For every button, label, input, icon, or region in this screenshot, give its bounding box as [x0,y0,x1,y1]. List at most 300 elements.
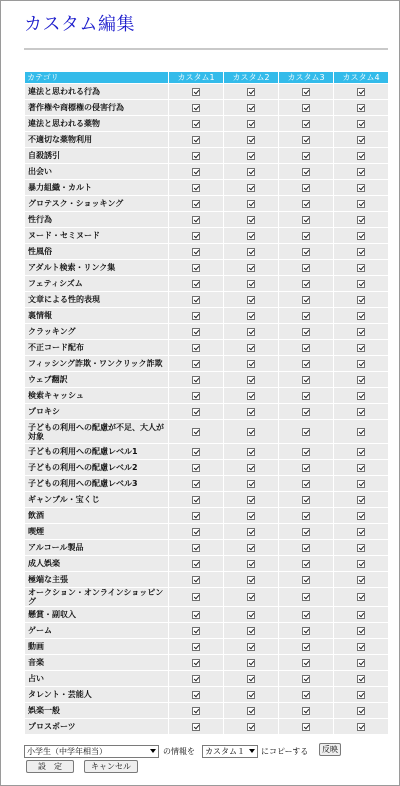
checkbox-cell [279,588,333,606]
custom4-checkbox[interactable] [357,643,365,651]
custom1-checkbox[interactable] [192,576,200,584]
checkbox-cell [224,719,278,734]
custom2-checkbox[interactable] [247,707,255,715]
category-label: 検索キャッシュ [25,388,168,403]
checkbox-cell [224,116,278,131]
checkbox-cell [279,324,333,339]
custom3-checkbox[interactable] [302,152,310,160]
column-header-custom1: カスタム1 [169,72,223,83]
category-label: オークション・オンラインショッピング [25,588,168,606]
custom3-checkbox[interactable] [302,528,310,536]
custom3-checkbox[interactable] [302,691,310,699]
custom2-checkbox[interactable] [247,200,255,208]
custom1-checkbox[interactable] [192,264,200,272]
checkbox-cell [224,540,278,555]
custom2-checkbox[interactable] [247,248,255,256]
custom3-checkbox[interactable] [302,136,310,144]
custom3-checkbox[interactable] [302,707,310,715]
table-row [25,372,388,387]
table-row [25,655,388,670]
checkbox-cell [224,556,278,571]
custom4-checkbox[interactable] [357,248,365,256]
copy-text-end: にコピーする [261,747,309,756]
checkbox-cell [169,100,223,115]
checkbox-cell [279,340,333,355]
custom1-checkbox[interactable] [192,544,200,552]
custom2-checkbox[interactable] [247,360,255,368]
table-row [25,228,388,243]
checkbox-cell [334,260,388,275]
custom1-checkbox[interactable] [192,707,200,715]
custom1-checkbox[interactable] [192,280,200,288]
custom1-checkbox[interactable] [192,528,200,536]
custom4-checkbox[interactable] [357,312,365,320]
custom2-checkbox[interactable] [247,280,255,288]
category-label: 懸賞・副収入 [25,607,168,622]
custom4-checkbox[interactable] [357,408,365,416]
checkbox-cell [224,196,278,211]
custom1-checkbox[interactable] [192,408,200,416]
custom3-checkbox[interactable] [302,376,310,384]
custom1-checkbox[interactable] [192,464,200,472]
checkbox-cell [169,703,223,718]
checkbox-cell [279,372,333,387]
checkbox-cell [279,132,333,147]
custom1-checkbox[interactable] [192,88,200,96]
table-row [25,164,388,179]
checkbox-cell [279,228,333,243]
custom4-checkbox[interactable] [357,392,365,400]
custom3-checkbox[interactable] [302,120,310,128]
table-header-row [25,72,388,83]
checkbox-cell [334,356,388,371]
category-label: 著作権や商標権の侵害行為 [25,100,168,115]
custom3-checkbox[interactable] [302,723,310,731]
custom3-checkbox[interactable] [302,216,310,224]
custom4-checkbox[interactable] [357,152,365,160]
custom3-checkbox[interactable] [302,512,310,520]
table-row [25,719,388,734]
checkbox-cell [279,292,333,307]
custom3-checkbox[interactable] [302,104,310,112]
checkbox-cell [224,164,278,179]
custom2-checkbox[interactable] [247,152,255,160]
checkbox-cell [334,492,388,507]
table-row [25,356,388,371]
checkbox-cell [224,420,278,443]
custom2-checkbox[interactable] [247,512,255,520]
custom4-checkbox[interactable] [357,464,365,472]
checkbox-cell [224,623,278,638]
table-row [25,84,388,99]
custom4-checkbox[interactable] [357,88,365,96]
custom4-checkbox[interactable] [357,448,365,456]
checkbox-cell [169,639,223,654]
custom4-checkbox[interactable] [357,576,365,584]
checkbox-cell [224,132,278,147]
checkbox-cell [224,655,278,670]
custom1-checkbox[interactable] [192,496,200,504]
custom2-checkbox[interactable] [247,392,255,400]
checkbox-cell [169,444,223,459]
checkbox-cell [224,572,278,587]
custom2-checkbox[interactable] [247,560,255,568]
checkbox-cell [169,196,223,211]
custom2-checkbox[interactable] [247,528,255,536]
checkbox-cell [169,244,223,259]
custom3-checkbox[interactable] [302,264,310,272]
custom3-checkbox[interactable] [302,88,310,96]
custom3-checkbox[interactable] [302,360,310,368]
custom2-checkbox[interactable] [247,88,255,96]
custom4-checkbox[interactable] [357,480,365,488]
category-label: 違法と思われる薬物 [25,116,168,131]
checkbox-cell [224,212,278,227]
custom1-checkbox[interactable] [192,675,200,683]
custom1-checkbox[interactable] [192,200,200,208]
checkbox-cell [279,607,333,622]
custom2-checkbox[interactable] [247,464,255,472]
custom3-checkbox[interactable] [302,659,310,667]
custom1-checkbox[interactable] [192,296,200,304]
custom3-checkbox[interactable] [302,168,310,176]
custom2-checkbox[interactable] [247,611,255,619]
category-label: フィッシング詐欺・ワンクリック詐欺 [25,356,168,371]
custom4-checkbox[interactable] [357,136,365,144]
custom4-checkbox[interactable] [357,659,365,667]
custom3-checkbox[interactable] [302,560,310,568]
checkbox-cell [279,524,333,539]
custom2-checkbox[interactable] [247,328,255,336]
checkbox-cell [334,308,388,323]
checkbox-cell [334,572,388,587]
custom1-checkbox[interactable] [192,480,200,488]
checkbox-cell [279,476,333,491]
custom1-checkbox[interactable] [192,232,200,240]
checkbox-cell [279,623,333,638]
checkbox-cell [279,540,333,555]
category-label: 動画 [25,639,168,654]
checkbox-cell [224,607,278,622]
custom1-checkbox[interactable] [192,659,200,667]
checkbox-cell [334,460,388,475]
custom1-checkbox[interactable] [192,360,200,368]
checkbox-cell [224,228,278,243]
custom4-checkbox[interactable] [357,280,365,288]
custom1-checkbox[interactable] [192,376,200,384]
custom4-checkbox[interactable] [357,611,365,619]
category-label: 子どもの利用への配慮レベル3 [25,476,168,491]
custom2-checkbox[interactable] [247,296,255,304]
custom2-checkbox[interactable] [247,723,255,731]
custom3-checkbox[interactable] [302,408,310,416]
table-row [25,420,388,443]
category-label: 占い [25,671,168,686]
custom2-checkbox[interactable] [247,168,255,176]
custom4-checkbox[interactable] [357,560,365,568]
checkbox-cell [334,556,388,571]
checkbox-cell [279,655,333,670]
checkbox-cell [334,476,388,491]
custom4-checkbox[interactable] [357,296,365,304]
custom3-checkbox[interactable] [302,611,310,619]
category-label: プロキシ [25,404,168,419]
custom2-checkbox[interactable] [247,496,255,504]
category-label: 音楽 [25,655,168,670]
column-header-custom4: カスタム4 [334,72,388,83]
custom2-checkbox[interactable] [247,691,255,699]
custom4-checkbox[interactable] [357,232,365,240]
custom4-checkbox[interactable] [357,376,365,384]
target-custom-value: カスタム１ [205,747,245,756]
custom1-checkbox[interactable] [192,344,200,352]
custom4-checkbox[interactable] [357,723,365,731]
checkbox-cell [224,460,278,475]
custom2-checkbox[interactable] [247,675,255,683]
custom2-checkbox[interactable] [247,216,255,224]
table-row [25,100,388,115]
category-label: 子どもの利用への配慮レベル2 [25,460,168,475]
custom1-checkbox[interactable] [192,136,200,144]
custom4-checkbox[interactable] [357,627,365,635]
table-row [25,244,388,259]
column-header-category: カテゴリ [25,72,168,83]
custom1-checkbox[interactable] [192,611,200,619]
checkbox-cell [169,687,223,702]
custom2-checkbox[interactable] [247,344,255,352]
checkbox-cell [279,356,333,371]
checkbox-cell [334,388,388,403]
category-label: タレント・芸能人 [25,687,168,702]
checkbox-cell [169,132,223,147]
custom1-checkbox[interactable] [192,328,200,336]
category-label: 性風俗 [25,244,168,259]
table-row [25,687,388,702]
checkbox-cell [169,340,223,355]
checkbox-cell [169,388,223,403]
checkbox-cell [279,719,333,734]
custom2-checkbox[interactable] [247,428,255,436]
custom1-checkbox[interactable] [192,312,200,320]
custom4-checkbox[interactable] [357,328,365,336]
custom3-checkbox[interactable] [302,392,310,400]
set-button[interactable]: 設 定 [26,760,74,773]
custom2-checkbox[interactable] [247,576,255,584]
custom3-checkbox[interactable] [302,296,310,304]
custom4-checkbox[interactable] [357,691,365,699]
copy-text-mid: の情報を [163,747,195,756]
custom4-checkbox[interactable] [357,360,365,368]
checkbox-cell [334,196,388,211]
table-row [25,212,388,227]
source-preset-select[interactable] [24,745,159,758]
custom2-checkbox[interactable] [247,544,255,552]
target-custom-select[interactable] [202,745,258,758]
custom3-checkbox[interactable] [302,312,310,320]
custom2-checkbox[interactable] [247,627,255,635]
custom2-checkbox[interactable] [247,593,255,601]
checkbox-cell [224,180,278,195]
checkbox-cell [169,116,223,131]
custom1-checkbox[interactable] [192,184,200,192]
table-row [25,508,388,523]
checkbox-cell [334,180,388,195]
category-label: 自殺誘引 [25,148,168,163]
category-label: プロスポーツ [25,719,168,734]
custom3-checkbox[interactable] [302,464,310,472]
checkbox-cell [224,476,278,491]
checkbox-cell [334,524,388,539]
custom3-checkbox[interactable] [302,675,310,683]
custom3-checkbox[interactable] [302,184,310,192]
custom3-checkbox[interactable] [302,280,310,288]
custom4-checkbox[interactable] [357,707,365,715]
checkbox-cell [169,623,223,638]
custom4-checkbox[interactable] [357,120,365,128]
custom1-checkbox[interactable] [192,560,200,568]
category-label: グロテスク・ショッキング [25,196,168,211]
table-row [25,703,388,718]
table-row [25,492,388,507]
checkbox-cell [169,84,223,99]
custom4-checkbox[interactable] [357,200,365,208]
category-label: 子どもの利用への配慮レベル1 [25,444,168,459]
checkbox-cell [334,372,388,387]
custom1-checkbox[interactable] [192,168,200,176]
custom2-checkbox[interactable] [247,448,255,456]
custom2-checkbox[interactable] [247,136,255,144]
custom3-checkbox[interactable] [302,544,310,552]
category-label: ヌード・セミヌード [25,228,168,243]
checkbox-cell [279,100,333,115]
category-label: 娯楽一般 [25,703,168,718]
checkbox-cell [279,508,333,523]
custom4-checkbox[interactable] [357,428,365,436]
custom3-checkbox[interactable] [302,593,310,601]
category-label: 不正コード配布 [25,340,168,355]
checkbox-cell [169,292,223,307]
category-label: 暴力組織・カルト [25,180,168,195]
custom3-checkbox[interactable] [302,496,310,504]
custom4-checkbox[interactable] [357,496,365,504]
custom4-checkbox[interactable] [357,593,365,601]
checkbox-cell [279,703,333,718]
checkbox-cell [334,719,388,734]
category-label: 飲酒 [25,508,168,523]
chevron-down-icon [249,749,255,753]
custom1-checkbox[interactable] [192,593,200,601]
checkbox-cell [169,164,223,179]
checkbox-cell [224,687,278,702]
category-label: フェティシズム [25,276,168,291]
custom2-checkbox[interactable] [247,104,255,112]
table-row [25,476,388,491]
custom4-checkbox[interactable] [357,264,365,272]
table-row [25,276,388,291]
custom3-checkbox[interactable] [302,480,310,488]
custom1-checkbox[interactable] [192,248,200,256]
table-row [25,639,388,654]
custom1-checkbox[interactable] [192,120,200,128]
checkbox-cell [224,276,278,291]
custom4-checkbox[interactable] [357,216,365,224]
custom2-checkbox[interactable] [247,408,255,416]
custom3-checkbox[interactable] [302,428,310,436]
checkbox-cell [224,639,278,654]
custom2-checkbox[interactable] [247,232,255,240]
custom2-checkbox[interactable] [247,184,255,192]
checkbox-cell [279,639,333,654]
custom1-checkbox[interactable] [192,627,200,635]
custom4-checkbox[interactable] [357,528,365,536]
category-label: ギャンブル・宝くじ [25,492,168,507]
custom4-checkbox[interactable] [357,544,365,552]
table-row [25,116,388,131]
custom4-checkbox[interactable] [357,184,365,192]
custom2-checkbox[interactable] [247,120,255,128]
checkbox-cell [224,324,278,339]
custom4-checkbox[interactable] [357,675,365,683]
custom1-checkbox[interactable] [192,216,200,224]
checkbox-cell [334,639,388,654]
custom2-checkbox[interactable] [247,376,255,384]
checkbox-cell [334,540,388,555]
custom3-checkbox[interactable] [302,200,310,208]
custom3-checkbox[interactable] [302,328,310,336]
custom2-checkbox[interactable] [247,480,255,488]
custom4-checkbox[interactable] [357,104,365,112]
page-title: カスタム編集 [24,14,135,35]
custom1-checkbox[interactable] [192,691,200,699]
custom3-checkbox[interactable] [302,576,310,584]
checkbox-cell [169,719,223,734]
custom1-checkbox[interactable] [192,643,200,651]
custom1-checkbox[interactable] [192,392,200,400]
custom3-checkbox[interactable] [302,344,310,352]
table-row [25,308,388,323]
checkbox-cell [279,180,333,195]
checkbox-cell [224,671,278,686]
custom1-checkbox[interactable] [192,152,200,160]
custom3-checkbox[interactable] [302,232,310,240]
custom3-checkbox[interactable] [302,448,310,456]
custom2-checkbox[interactable] [247,312,255,320]
checkbox-cell [279,460,333,475]
checkbox-cell [334,340,388,355]
table-row [25,340,388,355]
custom1-checkbox[interactable] [192,723,200,731]
custom1-checkbox[interactable] [192,448,200,456]
table-row [25,196,388,211]
custom4-checkbox[interactable] [357,168,365,176]
custom1-checkbox[interactable] [192,104,200,112]
checkbox-cell [279,196,333,211]
apply-button[interactable]: 反映 [319,743,341,756]
checkbox-cell [334,623,388,638]
custom1-checkbox[interactable] [192,512,200,520]
custom4-checkbox[interactable] [357,344,365,352]
custom2-checkbox[interactable] [247,643,255,651]
checkbox-cell [334,100,388,115]
custom2-checkbox[interactable] [247,659,255,667]
custom1-checkbox[interactable] [192,428,200,436]
custom3-checkbox[interactable] [302,627,310,635]
custom3-checkbox[interactable] [302,248,310,256]
cancel-button[interactable]: キャンセル [84,760,138,773]
custom4-checkbox[interactable] [357,512,365,520]
custom3-checkbox[interactable] [302,643,310,651]
custom2-checkbox[interactable] [247,264,255,272]
